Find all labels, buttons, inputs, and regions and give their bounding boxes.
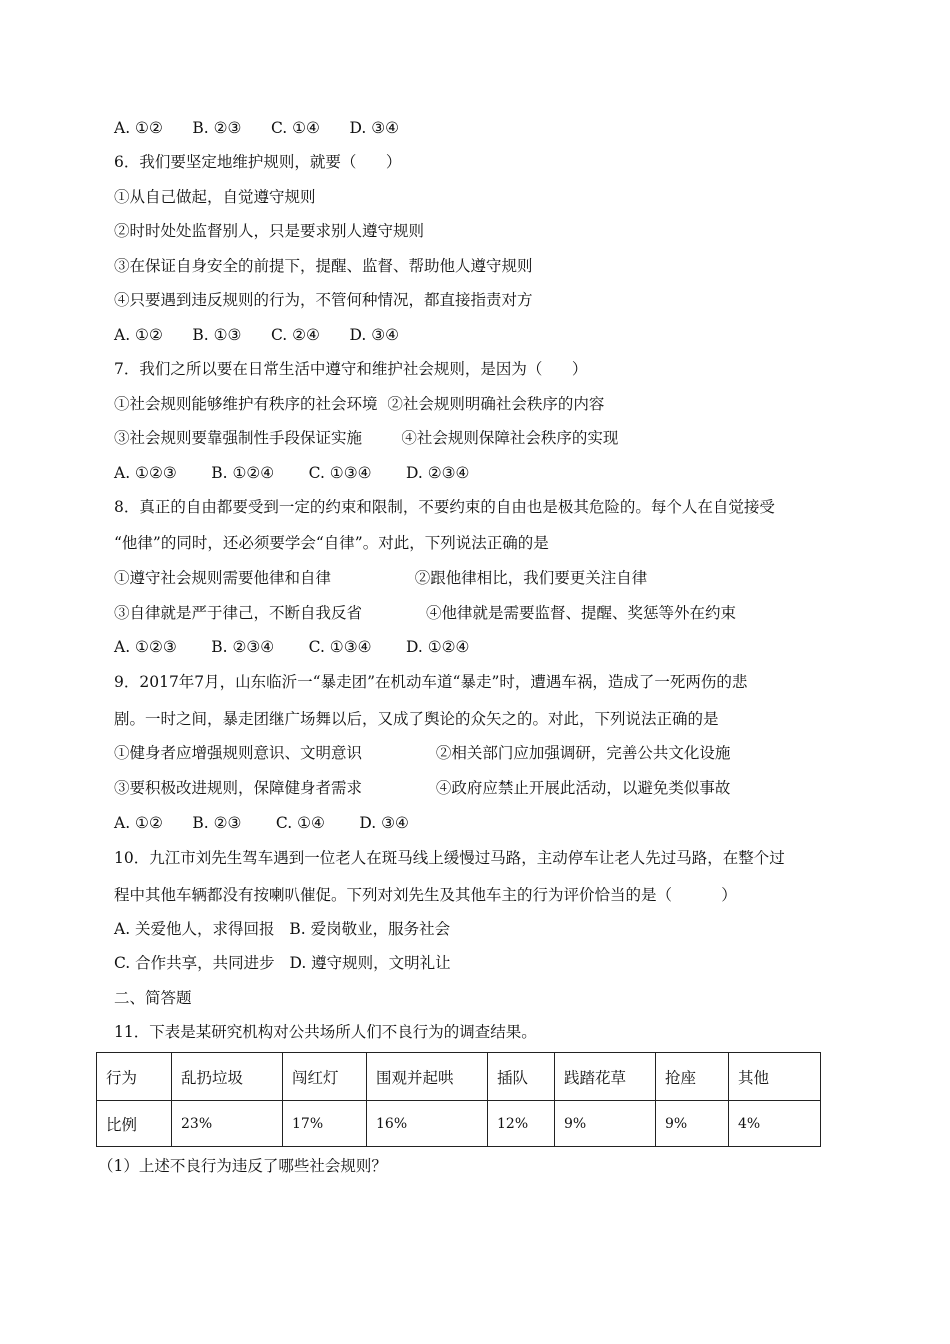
table-cell: 其他 bbox=[729, 1053, 821, 1101]
q8-items-34: ③自律就是严于律己，不断自我反省 ④他律就是需要监督、提醒、奖惩等外在约束 bbox=[114, 604, 737, 622]
question-6: 6．我们要坚定地维护规则，就要（ ） bbox=[114, 153, 402, 171]
q9-items-12: ①健身者应增强规则意识、文明意识 ②相关部门应加强调研，完善公共文化设施 bbox=[114, 744, 731, 762]
table-cell: 9% bbox=[656, 1101, 729, 1147]
q10-options-ab: A. 关爱他人，求得回报 B. 爱岗敬业，服务社会 bbox=[114, 920, 451, 938]
table-cell: 12% bbox=[488, 1101, 555, 1147]
table-cell: 比例 bbox=[97, 1101, 172, 1147]
table-cell: 23% bbox=[172, 1101, 283, 1147]
question-9-line-2: 剧。一时之间，暴走团继广场舞以后，又成了舆论的众矢之的。对此，下列说法正确的是 bbox=[114, 710, 719, 728]
q7-options: A. ①②③ B. ①②④ C. ①③④ D. ②③④ bbox=[114, 464, 470, 482]
line-options-q5: A. ①② B. ②③ C. ①④ D. ③④ bbox=[114, 119, 400, 137]
table-cell: 16% bbox=[367, 1101, 488, 1147]
q6-options: A. ①② B. ①③ C. ②④ D. ③④ bbox=[114, 326, 400, 344]
table-cell: 践踏花草 bbox=[555, 1053, 656, 1101]
question-10-line-2: 程中其他车辆都没有按喇叭催促。下列对刘先生及其他车主的行为评价恰当的是（ ） bbox=[114, 886, 737, 904]
q8-items-12: ①遵守社会规则需要他律和自律 ②跟他律相比，我们要更关注自律 bbox=[114, 569, 648, 587]
table-cell: 闯红灯 bbox=[283, 1053, 367, 1101]
q9-options: A. ①② B. ②③ C. ①④ D. ③④ bbox=[114, 814, 409, 832]
question-11: 11．下表是某研究机构对公共场所人们不良行为的调查结果。 bbox=[114, 1023, 537, 1041]
table-row bbox=[97, 1101, 821, 1147]
q10-options-cd: C. 合作共享，共同进步 D. 遵守规则，文明礼让 bbox=[114, 954, 451, 972]
table-cell: 17% bbox=[283, 1101, 367, 1147]
table-cell: 4% bbox=[729, 1101, 821, 1147]
q9-items-34: ③要积极改进规则，保障健身者需求 ④政府应禁止开展此活动，以避免类似事故 bbox=[114, 779, 731, 797]
q6-item-3: ③在保证自身安全的前提下，提醒、监督、帮助他人遵守规则 bbox=[114, 257, 533, 275]
q7-items-34: ③社会规则要靠强制性手段保证实施 ④社会规则保障社会秩序的实现 bbox=[114, 429, 619, 447]
table-cell: 围观并起哄 bbox=[367, 1053, 488, 1101]
q8-options: A. ①②③ B. ②③④ C. ①③④ D. ①②④ bbox=[114, 638, 470, 656]
question-9-line-1: 9．2017年7月，山东临沂一“暴走团”在机动车道“暴走”时，遭遇车祸，造成了一死两伤的悲 bbox=[114, 673, 748, 691]
survey-table bbox=[96, 1052, 821, 1147]
q6-item-4: ④只要遇到违反规则的行为，不管何种情况，都直接指责对方 bbox=[114, 291, 533, 309]
table-cell: 行为 bbox=[97, 1053, 172, 1101]
table-header-row bbox=[97, 1053, 821, 1101]
question-10-line-1: 10．九江市刘先生驾车遇到一位老人在斑马线上缓慢过马路，主动停车让老人先过马路，在整个过 bbox=[114, 849, 785, 867]
table-cell: 抢座 bbox=[656, 1053, 729, 1101]
question-8-line-2: “他律”的同时，还必须要学会“自律”。对此，下列说法正确的是 bbox=[114, 534, 549, 552]
table-cell: 插队 bbox=[488, 1053, 555, 1101]
sub-question-1: （1）上述不良行为违反了哪些社会规则？ bbox=[98, 1157, 387, 1175]
question-8-line-1: 8．真正的自由都要受到一定的约束和限制，不要约束的自由也是极其危险的。每个人在自觉接受 bbox=[114, 498, 775, 516]
q6-item-1: ①从自己做起，自觉遵守规则 bbox=[114, 188, 316, 206]
table-cell: 乱扔垃圾 bbox=[172, 1053, 283, 1101]
q7-items-12: ①社会规则能够维护有秩序的社会环境 ②社会规则明确社会秩序的内容 bbox=[114, 395, 605, 413]
section-heading: 二、简答题 bbox=[114, 989, 192, 1007]
q6-item-2: ②时时处处监督别人，只是要求别人遵守规则 bbox=[114, 222, 425, 240]
question-7: 7．我们之所以要在日常生活中遵守和维护社会规则，是因为（ ） bbox=[114, 360, 588, 378]
table-cell: 9% bbox=[555, 1101, 656, 1147]
